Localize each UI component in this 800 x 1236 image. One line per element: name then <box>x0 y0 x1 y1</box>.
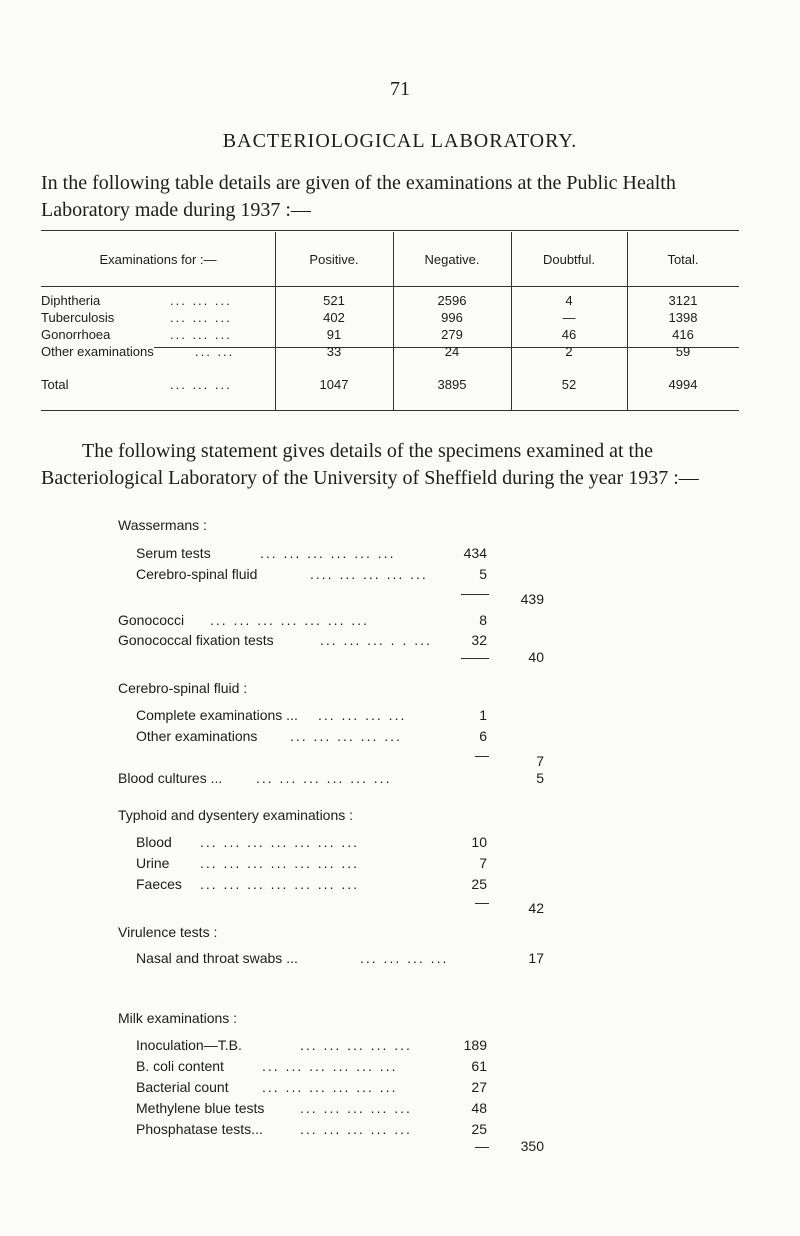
item-value: 7 <box>479 855 487 871</box>
table-cell-negative: 996 <box>441 310 463 325</box>
subtotal-rule: — <box>475 1138 489 1154</box>
table-total-negative: 3895 <box>437 377 467 392</box>
table-total-grand: 4994 <box>668 377 698 392</box>
subtotal-value: 17 <box>528 950 544 966</box>
subtotal-rule: —— <box>461 649 489 665</box>
item-value: 48 <box>471 1100 487 1116</box>
column-header-doubtful: Doubtful. <box>542 252 596 267</box>
item-value: 27 <box>471 1079 487 1095</box>
statement-intro-line-2: Bacteriological Laboratory of the University of Sheffield during the year 1937 :— <box>41 467 699 489</box>
item-label: Nasal and throat swabs ... <box>136 950 298 966</box>
table-cell-doubtful: 46 <box>561 327 577 342</box>
subtotal-value: 7 <box>536 753 544 769</box>
subtotal-value: 439 <box>520 591 544 607</box>
item-value: 434 <box>463 545 487 561</box>
item-label: Cerebro-spinal fluid <box>136 566 258 582</box>
subtotal-value: 40 <box>528 649 544 665</box>
table-cell-positive: 521 <box>323 293 345 308</box>
item-value: 25 <box>471 876 487 892</box>
item-value: 61 <box>471 1058 487 1074</box>
leader-dots: ... ... ... <box>170 293 232 308</box>
leader-dots: ... ... ... ... ... ... ... <box>200 855 360 871</box>
table-header-rule <box>41 286 739 287</box>
table-row-label: Gonorrhoea <box>41 327 111 342</box>
item-label: Gonococci <box>118 612 185 628</box>
leader-dots: ... ... ... ... ... <box>290 728 402 744</box>
leader-dots: ... ... <box>195 344 235 359</box>
item-value: 189 <box>463 1037 487 1053</box>
item-label: Faeces <box>136 876 182 892</box>
table-cell-total: 59 <box>675 344 691 359</box>
item-value: 8 <box>479 612 487 628</box>
item-value: 1 <box>479 707 487 723</box>
table-cell-positive: 402 <box>323 310 345 325</box>
subtotal-value: 5 <box>536 770 544 786</box>
leader-dots: ... ... ... <box>170 327 232 342</box>
item-label: Phosphatase tests... <box>136 1121 263 1137</box>
table-cell-doubtful: 2 <box>565 344 573 359</box>
leader-dots: ... ... ... . . ... <box>320 632 432 648</box>
section-heading: Typhoid and dysentery examinations : <box>118 807 354 823</box>
item-label: Bacterial count <box>136 1079 229 1095</box>
leader-dots: ... ... ... ... ... ... ... <box>210 612 370 628</box>
table-cell-doubtful: — <box>562 310 576 325</box>
column-header-total: Total. <box>667 252 699 267</box>
intro-line-2: Laboratory made during 1937 :— <box>41 199 311 221</box>
section-heading: Virulence tests : <box>118 924 218 940</box>
table-cell-doubtful: 4 <box>565 293 573 308</box>
section-heading: Cerebro-spinal fluid : <box>118 680 248 696</box>
item-label: Methylene blue tests <box>136 1100 265 1116</box>
column-header-positive: Positive. <box>309 252 359 267</box>
table-bottom-rule <box>41 410 739 411</box>
leader-dots: ... ... ... ... ... <box>300 1037 412 1053</box>
leader-dots: ... ... ... ... ... ... <box>260 545 396 561</box>
section-heading: Wassermans : <box>118 517 207 533</box>
page-number: 71 <box>390 78 410 100</box>
statement-intro-line-1: The following statement gives details of the specimens examined at the <box>82 440 653 462</box>
table-total-label: Total <box>41 377 69 392</box>
leader-dots: ... ... ... ... ... ... <box>262 1058 398 1074</box>
column-header-negative: Negative. <box>424 252 480 267</box>
table-total-doubtful: 52 <box>561 377 577 392</box>
leader-dots: ... ... ... ... ... <box>300 1121 412 1137</box>
leader-dots: ... ... ... <box>170 310 232 325</box>
subtotal-value: 42 <box>528 900 544 916</box>
item-label: Urine <box>136 855 170 871</box>
intro-line-1: In the following table details are given of the examinations at the Public Health <box>41 172 676 194</box>
leader-dots: ... ... ... ... ... <box>300 1100 412 1116</box>
table-row-label: Tuberculosis <box>41 310 115 325</box>
item-label: Inoculation—T.B. <box>136 1037 242 1053</box>
item-label: Other examinations <box>136 728 258 744</box>
table-cell-positive: 33 <box>326 344 342 359</box>
subtotal-rule: — <box>475 747 489 763</box>
table-cell-positive: 91 <box>326 327 342 342</box>
leader-dots: ... ... ... <box>170 377 232 392</box>
leader-dots: ... ... ... ... ... ... <box>256 770 392 786</box>
item-label: Blood cultures ... <box>118 770 223 786</box>
leader-dots: .... ... ... ... ... <box>310 566 428 582</box>
page-heading: BACTERIOLOGICAL LABORATORY. <box>222 130 578 152</box>
table-cell-negative: 279 <box>441 327 463 342</box>
table-cell-total: 416 <box>672 327 694 342</box>
table-top-rule <box>41 230 739 231</box>
table-row-label: Diphtheria <box>41 293 101 308</box>
section-heading: Milk examinations : <box>118 1010 238 1026</box>
table-cell-negative: 24 <box>444 344 460 359</box>
leader-dots: ... ... ... ... ... ... ... <box>200 876 360 892</box>
table-cell-total: 1398 <box>668 310 698 325</box>
item-value: 25 <box>471 1121 487 1137</box>
subtotal-rule: —— <box>461 585 489 601</box>
table-cell-negative: 2596 <box>437 293 467 308</box>
item-value: 10 <box>471 834 487 850</box>
table-cell-total: 3121 <box>668 293 698 308</box>
leader-dots: ... ... ... ... ... ... ... <box>200 834 360 850</box>
subtotal-rule: — <box>475 894 489 910</box>
item-value: 5 <box>479 566 487 582</box>
item-label: Complete examinations ... <box>136 707 298 723</box>
item-label: Blood <box>136 834 172 850</box>
item-label: Gonococcal fixation tests <box>118 632 274 648</box>
table-total-positive: 1047 <box>319 377 349 392</box>
item-label: Serum tests <box>136 545 211 561</box>
item-label: B. coli content <box>136 1058 224 1074</box>
table-row-label: Other examinations <box>41 344 154 359</box>
item-value: 6 <box>479 728 487 744</box>
subtotal-value: 350 <box>520 1138 544 1154</box>
leader-dots: ... ... ... ... <box>360 950 449 966</box>
item-value: 32 <box>471 632 487 648</box>
leader-dots: ... ... ... ... <box>318 707 407 723</box>
column-header-examinations: Examinations for :— <box>99 252 217 267</box>
leader-dots: ... ... ... ... ... ... <box>262 1079 398 1095</box>
